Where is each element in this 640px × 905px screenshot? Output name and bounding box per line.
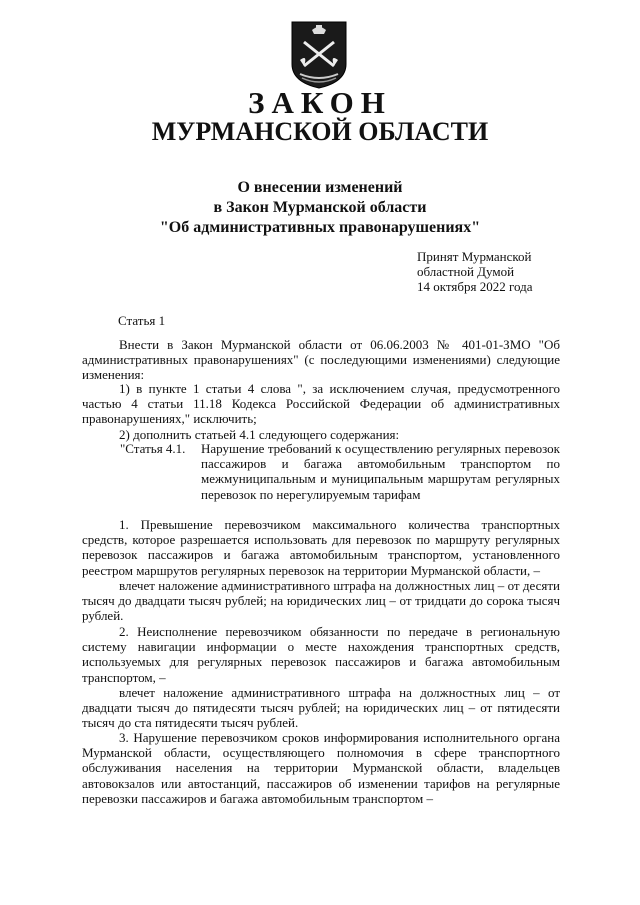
intro-paragraph: Внести в Закон Мурманской области от 06.06.2003 № 401-01-ЗМО "Об административных правонарушениях" (с последующими изменениями) следующие изменения: [82,337,560,383]
subject-line-1: О внесении изменений [237,179,403,196]
part-3-paragraph: 3. Нарушение перевозчиком сроков информирования исполнительного органа Мурманской области, осуществляющего полномочия в сфере транспортного обслуживания населения на территории Мурманской области, владельцев автовокзалов или автостанций, пассажиров об изменении тарифов на регулярные перевозки пассажиров и багажа автомобильным транспортом – [82,730,560,806]
part-2-penalty: влечет наложение административного штрафа на должностных лиц – от двадцати тысяч до пятидесяти тысяч рублей; на юридических лиц – от пятидесяти тысяч до ста пятидесяти тысяч рублей. [82,685,560,731]
part-2-paragraph: 2. Неисполнение перевозчиком обязанности по передаче в региональную систему навигации информации о месте нахождения транспортных средств, используемых для регулярных перевозок пассажиров и багажа автомобильным транспортом, – [82,624,560,685]
article-4-1-label: "Статья 4.1. [120,441,186,456]
adoption-note [417,249,533,294]
article-4-1-title: Нарушение требований к осуществлению регулярных перевозок пассажиров и багажа автомобильным транспортом по межмуниципальным и муниципальным маршрутам регулярных перевозок по нерегулируемым тарифам [201,441,560,502]
amendment-item-2: 2) дополнить статьей 4.1 следующего содержания: [119,427,400,442]
part-1-paragraph: 1. Превышение перевозчиком максимального количества транспортных средств, которое разрешается использовать для перевозок по маршруту регулярных перевозок пассажиров и багажа автомобильным транспортом, установленного реестром маршрутов регулярных перевозок на территории Мурманской области, – [82,517,560,578]
subject-line-2: в Закон Мурманской области [213,199,427,216]
amendment-item-1: 1) в пункте 1 статьи 4 слова ", за исключением случая, предусмотренного частью 4 статьи 11.18 Кодекса Российской Федерации об административных правонарушениях," исключить; [82,381,560,427]
part-1-penalty: влечет наложение административного штрафа на должностных лиц – от десяти тысяч до двадцати тысяч рублей; на юридических лиц – от тридцати до сорока тысяч рублей. [82,578,560,624]
law-title: ЗАКОН [248,85,392,120]
adoption-line-1: Принят Мурманской [417,249,532,264]
subject-line-3: "Об административных правонарушениях" [159,219,481,236]
article-heading: Статья 1 [118,313,166,328]
region-title: МУРМАНСКОЙ ОБЛАСТИ [151,117,489,146]
murmansk-coat-of-arms-icon [290,20,348,90]
adoption-line-2: областной Думой [417,264,515,279]
law-subject [0,178,640,238]
adoption-date: 14 октября 2022 года [417,279,533,294]
